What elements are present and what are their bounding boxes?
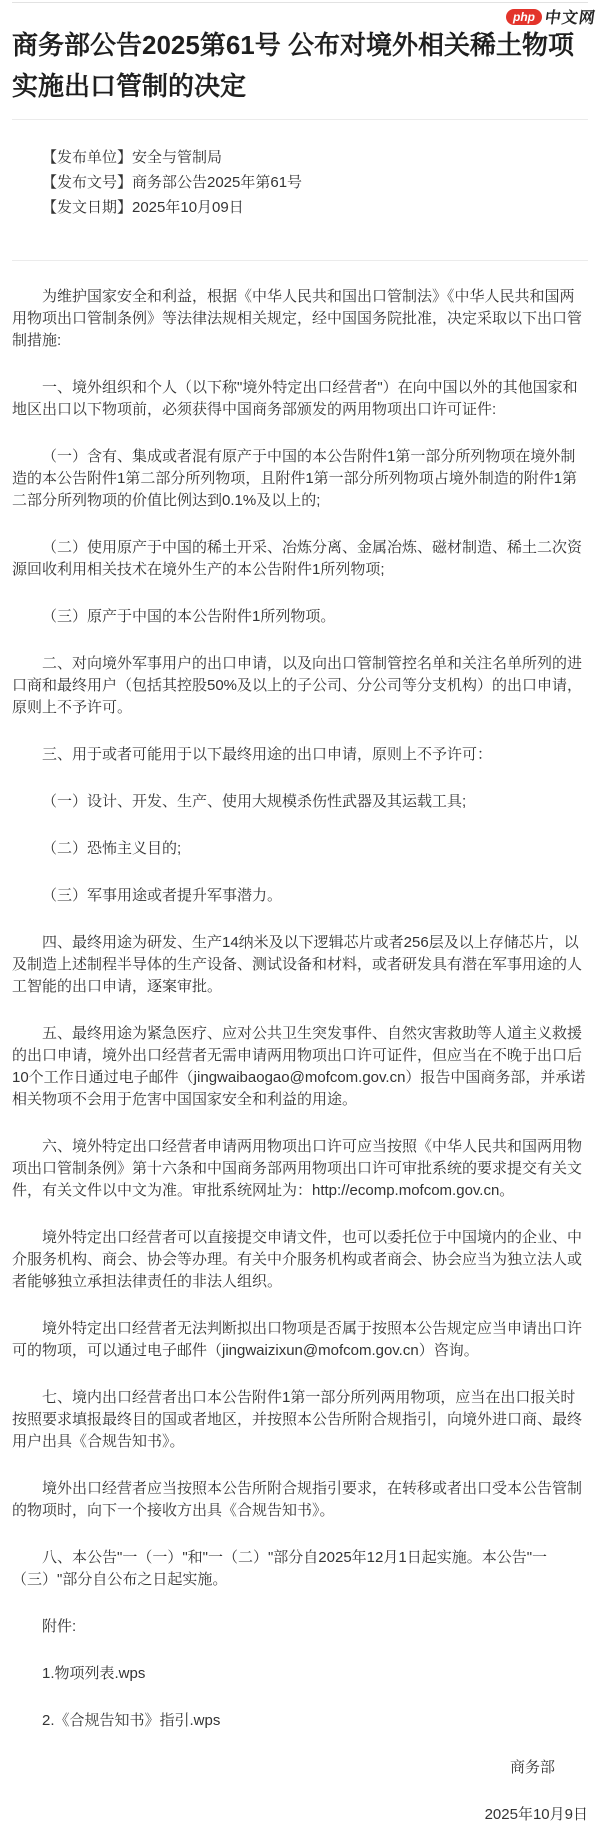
body-paragraph: 2.《合规告知书》指引.wps (42, 1712, 221, 1729)
meta-divider (12, 260, 588, 261)
body-paragraph: （一）设计、开发、生产、使用大规模杀伤性武器及其运载工具; (42, 793, 467, 810)
body-paragraph: （二）使用原产于中国的稀土开采、冶炼分离、金属冶炼、磁材制造、稀土二次资源回收利用相关技术在境外生产的本公告附件1所列物项; (12, 539, 583, 578)
body-paragraph: （三）原产于中国的本公告附件1所列物项。 (42, 608, 336, 625)
body-paragraph: 六、境外特定出口经营者申请两用物项出口许可应当按照《中华人民共和国两用物项出口管制条例》第十六条和中国商务部两用物项出口许可审批系统的要求提交有关文件，有关文件以中文为准。审批系统网址为：http://ecomp.mofcom.gov.cn。 (12, 1138, 583, 1199)
body-paragraph: （二）恐怖主义目的; (42, 840, 182, 857)
article-page (0, 2, 600, 1832)
body-paragraph: （一）含有、集成或者混有原产于中国的本公告附件1第一部分所列物项在境外制造的本公告附件1第二部分所列物项，且附件1第一部分所列物项占境外制造的附件1第二部分所列物项的价值比例达到0.1%及以上的; (12, 448, 578, 509)
php-cn-logo[interactable] (502, 5, 596, 28)
body-paragraph: 境外特定出口经营者无法判断拟出口物项是否属于按照本公告规定应当申请出口许可的物项，可以通过电子邮件（jingwaizixun@mofcom.gov.cn）咨询。 (12, 1320, 583, 1359)
body-paragraph: 一、境外组织和个人（以下称"境外特定出口经营者"）在向中国以外的其他国家和地区出口以下物项前，必须获得中国商务部颁发的两用物项出口许可证件: (12, 379, 578, 418)
php-logo-badge-icon: php (506, 9, 542, 25)
body-paragraph: 1.物项列表.wps (42, 1665, 146, 1682)
article-body (0, 286, 600, 1832)
body-paragraph: 附件: (42, 1618, 77, 1635)
body-paragraph: 境外特定出口经营者可以直接提交申请文件，也可以委托位于中国境内的企业、中介服务机构、商会、协会等办理。有关中介服务机构或者商会、协会应当为独立法人或者能够独立承担法律责任的非法人组织。 (12, 1229, 583, 1290)
meta-block (0, 120, 600, 260)
body-paragraph: 为维护国家安全和利益，根据《中华人民共和国出口管制法》《中华人民共和国两用物项出口管制条例》等法律法规相关规定，经中国国务院批准，决定采取以下出口管制措施: (12, 288, 583, 349)
body-paragraph: 境外出口经营者应当按照本公告所附合规指引要求，在转移或者出口受本公告管制的物项时，向下一个接收方出具《合规告知书》。 (12, 1480, 583, 1519)
paragraph-list (12, 286, 588, 1732)
meta-issue-date: 【发文日期】2025年10月09日 (42, 199, 244, 216)
logo-site-name: 中文网 (543, 10, 597, 27)
signature-date: 2025年10月9日 (484, 1806, 588, 1823)
body-paragraph: 二、对向境外军事用户的出口申请，以及向出口管制管控名单和关注名单所列的进口商和最终用户（包括其控股50%及以上的子公司、分公司等分支机构）的出口申请，原则上不予许可。 (12, 655, 583, 716)
body-paragraph: 五、最终用途为紧急医疗、应对公共卫生突发事件、自然灾害救助等人道主义救援的出口申请，境外出口经营者无需申请两用物项出口许可证件，但应当在不晚于出口后10个工作日通过电子邮件（jingwaibaogao@mofcom.gov.cn）报告中国商务部，并承诺相关物项不会用于危害中国国家安全和利益的用途。 (12, 1025, 586, 1108)
body-paragraph: 八、本公告"一（一）"和"一（二）"部分自2025年12月1日起实施。本公告"一（三）"部分自公布之日起实施。 (12, 1549, 548, 1588)
signature: 商务部 (509, 1759, 555, 1776)
body-paragraph: （三）军事用途或者提升军事潜力。 (42, 887, 283, 904)
meta-document-number: 【发布文号】商务部公告2025年第61号 (42, 174, 303, 191)
meta-publish-unit: 【发布单位】安全与管制局 (42, 149, 223, 166)
body-paragraph: 四、最终用途为研发、生产14纳米及以下逻辑芯片或者256层及以上存储芯片，以及制造上述制程半导体的生产设备、测试设备和材料，或者研发具有潜在军事用途的人工智能的出口申请，逐案审批。 (12, 934, 583, 995)
page-title: 商务部公告2025第61号 公布对境外相关稀土物项实施出口管制的决定 (12, 30, 574, 101)
body-paragraph: 三、用于或者可能用于以下最终用途的出口申请，原则上不予许可： (42, 746, 493, 763)
body-paragraph: 七、境内出口经营者出口本公告附件1第一部分所列两用物项，应当在出口报关时按照要求填报最终目的国或者地区，并按照本公告所附合规指引，向境外进口商、最终用户出具《合规告知书》。 (12, 1389, 583, 1450)
top-divider (12, 2, 588, 3)
